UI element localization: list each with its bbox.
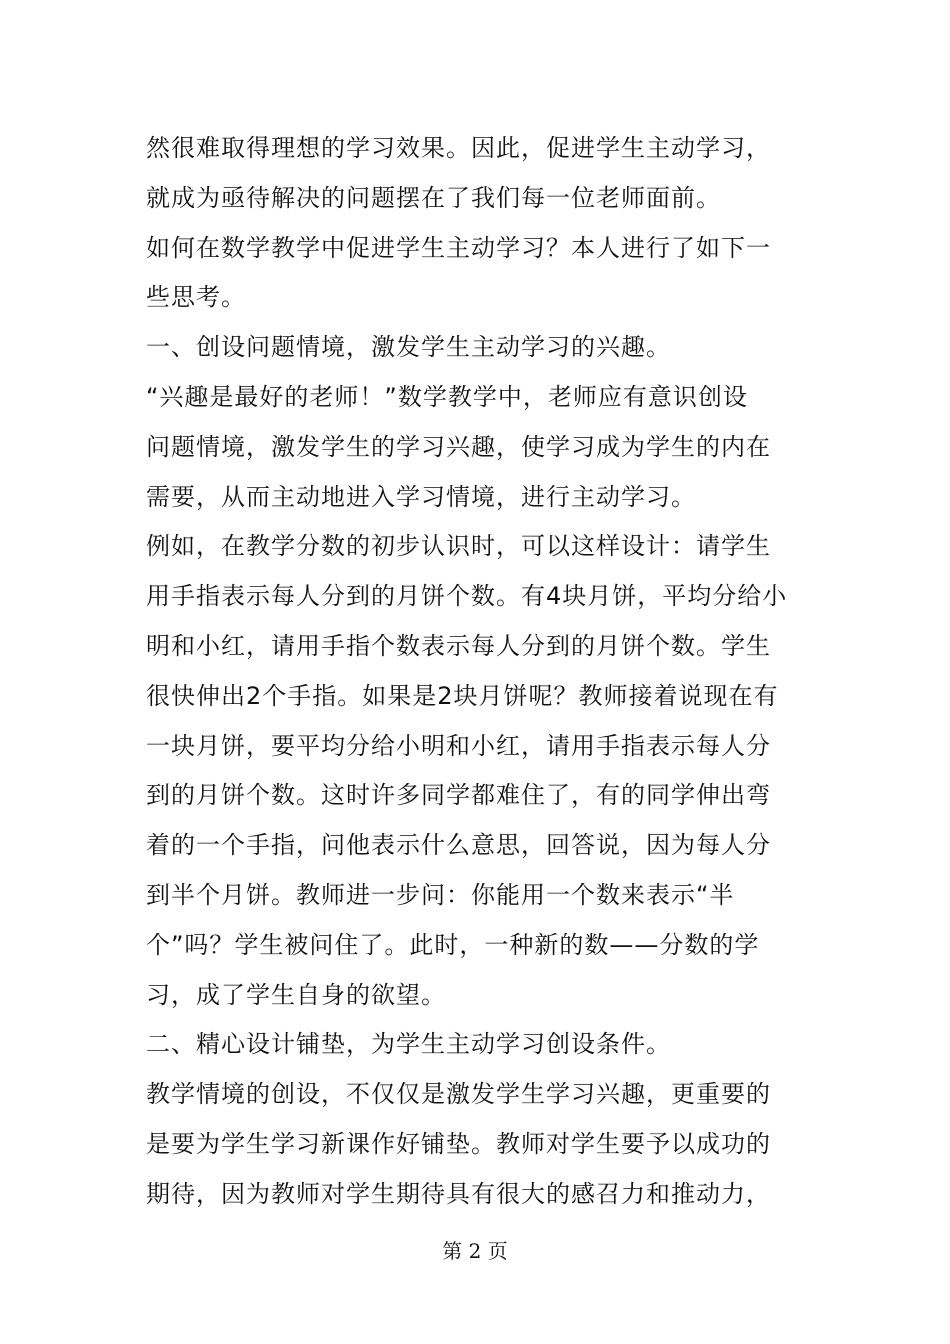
text-line: 一块月饼，要平均分给小明和小红，请用手指表示每人分 — [146, 731, 771, 760]
text-line: 需要，从而主动地进入学习情境，进行主动学习。 — [146, 482, 696, 511]
text-line: 明和小红，请用手指个数表示每人分到的月饼个数。学生 — [146, 631, 771, 660]
text-line: 个”吗？学生被问住了。此时，一种新的数——分数的学 — [146, 930, 760, 959]
text-line: 到半个月饼。教师进一步问：你能用一个数来表示“半 — [146, 880, 735, 909]
text-line: 到的月饼个数。这时许多同学都难住了，有的同学伸出弯 — [146, 781, 771, 810]
text-line: 例如，在教学分数的初步认识时，可以这样设计：请学生 — [146, 532, 771, 561]
text-line: 是要为学生学习新课作好铺垫。教师对学生要予以成功的 — [146, 1129, 771, 1158]
text-line: 着的一个手指，问他表示什么意思，回答说，因为每人分 — [146, 831, 771, 860]
text-line: 用手指表示每人分到的月饼个数。有4块月饼，平均分给小 — [146, 582, 788, 611]
text-line: 教学情境的创设，不仅仅是激发学生学习兴趣，更重要的 — [146, 1080, 771, 1109]
text-line: 很快伸出2个手指。如果是2块月饼呢？教师接着说现在有 — [146, 681, 779, 710]
text-line: “兴趣是最好的老师！”数学教学中，老师应有意识创设 — [146, 382, 748, 411]
page-number: 第 2 页 — [442, 1239, 508, 1263]
text-line: 然很难取得理想的学习效果。因此，促进学生主动学习， — [146, 134, 771, 162]
document-body — [146, 124, 826, 1220]
text-line: 如何在数学教学中促进学生主动学习？本人进行了如下一 — [146, 233, 771, 262]
text-line: 问题情境，激发学生的学习兴趣，使学习成为学生的内在 — [146, 432, 771, 461]
text-line: 些思考。 — [146, 283, 246, 312]
text-line: 就成为亟待解决的问题摆在了我们每一位老师面前。 — [146, 183, 721, 212]
section-heading-2: 二、精心设计铺垫，为学生主动学习创设条件。 — [146, 1030, 671, 1059]
text-line: 期待，因为教师对学生期待具有很大的感召力和推动力， — [146, 1179, 771, 1208]
section-heading-1: 一、创设问题情境，激发学生主动学习的兴趣。 — [146, 333, 671, 362]
text-line: 习，成了学生自身的欲望。 — [146, 980, 446, 1009]
